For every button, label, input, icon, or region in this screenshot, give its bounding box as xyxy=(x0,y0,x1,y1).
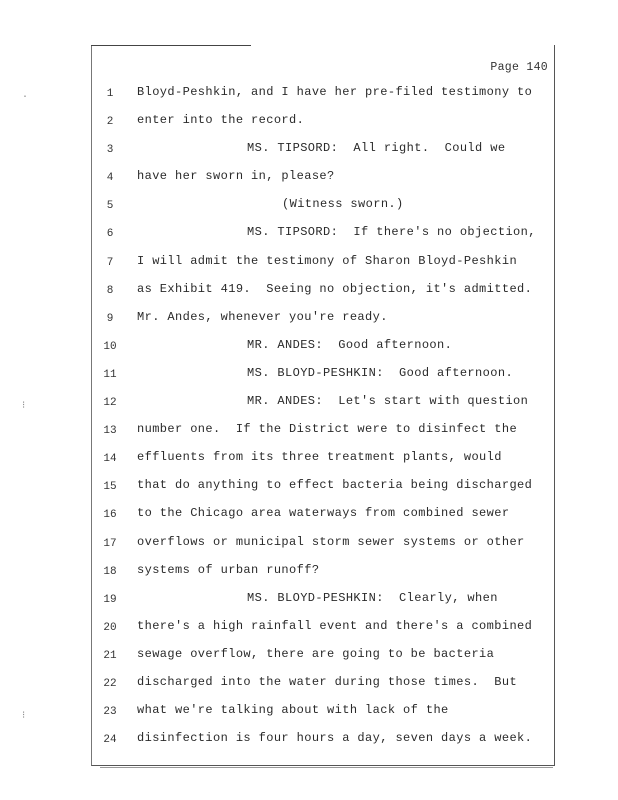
line-number: 15 xyxy=(103,481,117,494)
line-number-column xyxy=(100,88,120,762)
transcript-line: enter into the record. xyxy=(137,113,305,128)
line-number: 7 xyxy=(106,256,114,269)
scan-speckle: · xyxy=(22,92,29,103)
transcript-line: what we're talking about with lack of the xyxy=(137,703,449,718)
transcript-line: Mr. Andes, whenever you're ready. xyxy=(137,309,388,324)
transcript-line: effluents from its three treatment plants, would xyxy=(137,450,502,465)
transcript-line: overflows or municipal storm sewer systems or other xyxy=(137,534,525,549)
transcript-line: Bloyd-Peshkin, and I have her pre-filed testimony to xyxy=(137,85,533,99)
line-number: 18 xyxy=(103,565,117,578)
line-number: 22 xyxy=(103,677,117,690)
transcript-line: have her sworn in, please? xyxy=(137,169,335,184)
transcript-line: sewage overflow, there are going to be bacteria xyxy=(137,646,495,661)
scan-speckle: ⁝ xyxy=(22,711,26,722)
scan-speckle: ⁝ xyxy=(22,401,26,412)
line-number: 6 xyxy=(106,228,114,241)
line-number: 11 xyxy=(103,368,117,381)
line-number: 3 xyxy=(106,144,114,157)
transcript-line: to the Chicago area waterways from combined sewer xyxy=(137,506,510,521)
transcript-line: (Witness sworn.) xyxy=(282,197,404,212)
transcript-line: MR. ANDES: Let's start with question xyxy=(247,394,529,409)
transcript-line: MS. BLOYD-PESHKIN: Good afternoon. xyxy=(247,365,514,380)
line-number: 5 xyxy=(106,200,114,213)
line-number: 8 xyxy=(106,284,114,297)
transcript-body xyxy=(137,82,549,756)
transcript-line: I will admit the testimony of Sharon Bloyd-Peshkin xyxy=(137,253,518,268)
line-number: 20 xyxy=(103,621,117,634)
transcript-line: that do anything to effect bacteria being discharged xyxy=(137,478,533,493)
line-number: 2 xyxy=(106,116,114,129)
transcript-line: systems of urban runoff? xyxy=(137,562,320,577)
line-number: 9 xyxy=(106,312,114,325)
transcript-line: discharged into the water during those times. But xyxy=(137,674,518,689)
transcript-line: number one. If the District were to disinfect the xyxy=(137,422,518,437)
line-number: 4 xyxy=(106,172,114,185)
transcript-line: MS. BLOYD-PESHKIN: Clearly, when xyxy=(247,590,498,605)
line-number: 24 xyxy=(103,734,117,747)
transcript-line: MS. TIPSORD: If there's no objection, xyxy=(247,225,536,240)
line-number: 10 xyxy=(103,340,117,353)
line-number: 14 xyxy=(103,453,117,466)
transcript-line: there's a high rainfall event and there's a combined xyxy=(137,618,533,633)
line-number: 23 xyxy=(103,706,117,719)
transcript-line: MR. ANDES: Good afternoon. xyxy=(247,337,453,352)
transcript-line: MS. TIPSORD: All right. Could we xyxy=(247,141,506,156)
transcript-line: as Exhibit 419. Seeing no objection, it's admitted. xyxy=(137,281,533,296)
line-number: 17 xyxy=(103,537,117,550)
line-number: 16 xyxy=(103,509,117,522)
transcript-line: disinfection is four hours a day, seven days a week. xyxy=(137,731,533,746)
line-number: 19 xyxy=(103,593,117,606)
footer-rule xyxy=(100,767,553,768)
line-number: 1 xyxy=(106,88,114,100)
page-number: Page 140 xyxy=(490,61,548,74)
line-number: 12 xyxy=(103,397,117,410)
line-number: 13 xyxy=(103,425,117,438)
line-number: 21 xyxy=(103,649,117,662)
top-rule xyxy=(91,45,251,46)
